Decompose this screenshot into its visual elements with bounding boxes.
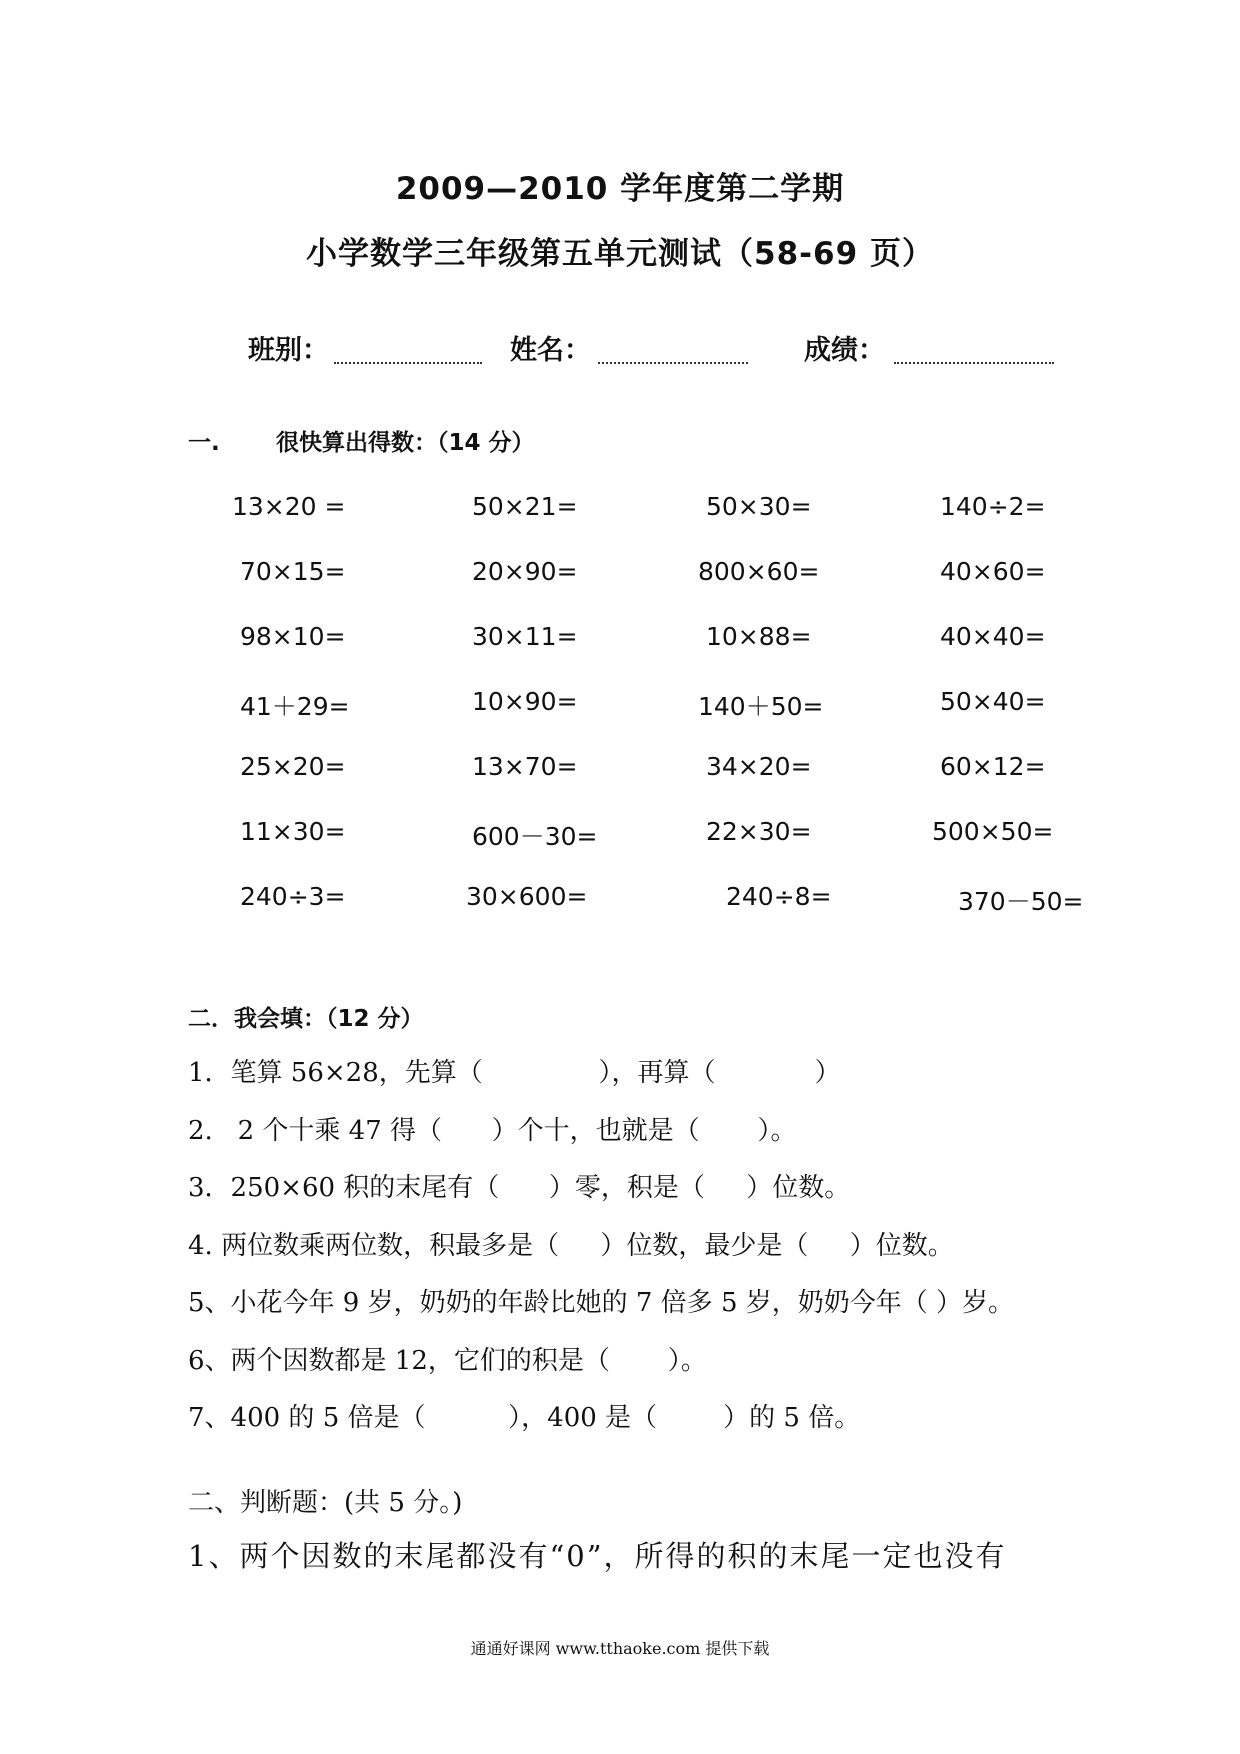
calc-problem: 41＋29= xyxy=(240,692,350,721)
calc-problem: 240÷8= xyxy=(726,882,832,911)
section1-title: 很快算出得数：（14 分） xyxy=(276,430,535,456)
calc-problem: 10×88= xyxy=(706,622,812,651)
score-label: 成绩： xyxy=(804,335,885,366)
calc-problem: 98×10= xyxy=(240,622,346,651)
calc-problem: 140÷2= xyxy=(940,492,1046,521)
section2-heading: 二．我会填：（12 分） xyxy=(188,1006,424,1032)
page-footer: 通通好课网 www.tthaoke.com 提供下载 xyxy=(470,1639,770,1658)
calc-row xyxy=(0,882,1240,922)
judge-question: 1、两个因数的末尾都没有“0”，所得的积的末尾一定也没有 xyxy=(188,1539,1007,1573)
calc-problem: 240÷3= xyxy=(240,882,346,911)
fill-question: 3．250×60 积的末尾有（ ）零，积是（ ）位数。 xyxy=(188,1173,851,1203)
calc-problem: 140＋50= xyxy=(698,692,824,721)
calc-problem: 40×60= xyxy=(940,557,1046,586)
fill-question: 6、两个因数都是 12，它们的积是（ ）。 xyxy=(188,1346,707,1376)
calc-problem: 70×15= xyxy=(240,557,346,586)
fill-question: 2. 2 个十乘 47 得（ ）个十，也就是（ ）。 xyxy=(188,1116,797,1146)
page-title-term: 2009—2010 学年度第二学期 xyxy=(395,171,845,207)
calc-problem: 22×30= xyxy=(706,817,812,846)
calc-row xyxy=(0,752,1240,792)
section3-heading: 二、判断题：(共 5 分。) xyxy=(188,1488,463,1518)
calc-row xyxy=(0,557,1240,597)
fill-question: 5、小花今年 9 岁，奶奶的年龄比她的 7 倍多 5 岁，奶奶今年（ ）岁。 xyxy=(188,1288,1015,1318)
calc-problem: 50×21= xyxy=(472,492,578,521)
calc-problem: 50×40= xyxy=(940,687,1046,716)
section1-number: 一. xyxy=(188,430,220,456)
class-field[interactable] xyxy=(334,362,482,364)
calc-problem: 11×30= xyxy=(240,817,346,846)
calc-problem: 60×12= xyxy=(940,752,1046,781)
calc-problem: 30×11= xyxy=(472,622,578,651)
calc-problem: 30×600= xyxy=(466,882,588,911)
calc-problem: 370－50= xyxy=(958,887,1084,916)
name-label: 姓名： xyxy=(510,335,591,366)
calc-problem: 40×40= xyxy=(940,622,1046,651)
calc-row xyxy=(0,622,1240,662)
fill-question: 7、400 的 5 倍是（ ），400 是（ ）的 5 倍。 xyxy=(188,1403,861,1433)
calc-row xyxy=(0,687,1240,727)
score-field[interactable] xyxy=(894,362,1054,364)
calc-problem: 13×20 = xyxy=(232,492,346,521)
calc-problem: 10×90= xyxy=(472,687,578,716)
calc-problem: 50×30= xyxy=(706,492,812,521)
name-field[interactable] xyxy=(598,362,748,364)
calc-problem: 800×60= xyxy=(698,557,820,586)
calc-problem: 13×70= xyxy=(472,752,578,781)
calc-problem: 600－30= xyxy=(472,822,598,851)
calc-row xyxy=(0,492,1240,532)
fill-question: 4. 两位数乘两位数，积最多是（ ）位数，最少是（ ）位数。 xyxy=(188,1231,954,1261)
fill-question: 1．笔算 56×28，先算（ ），再算（ ） xyxy=(188,1058,841,1088)
class-label: 班别： xyxy=(248,335,329,366)
page-title-test: 小学数学三年级第五单元测试（58-69 页） xyxy=(306,236,934,272)
calc-problem: 34×20= xyxy=(706,752,812,781)
calc-row xyxy=(0,817,1240,857)
calc-problem: 500×50= xyxy=(932,817,1054,846)
calc-problem: 20×90= xyxy=(472,557,578,586)
calc-problem: 25×20= xyxy=(240,752,346,781)
